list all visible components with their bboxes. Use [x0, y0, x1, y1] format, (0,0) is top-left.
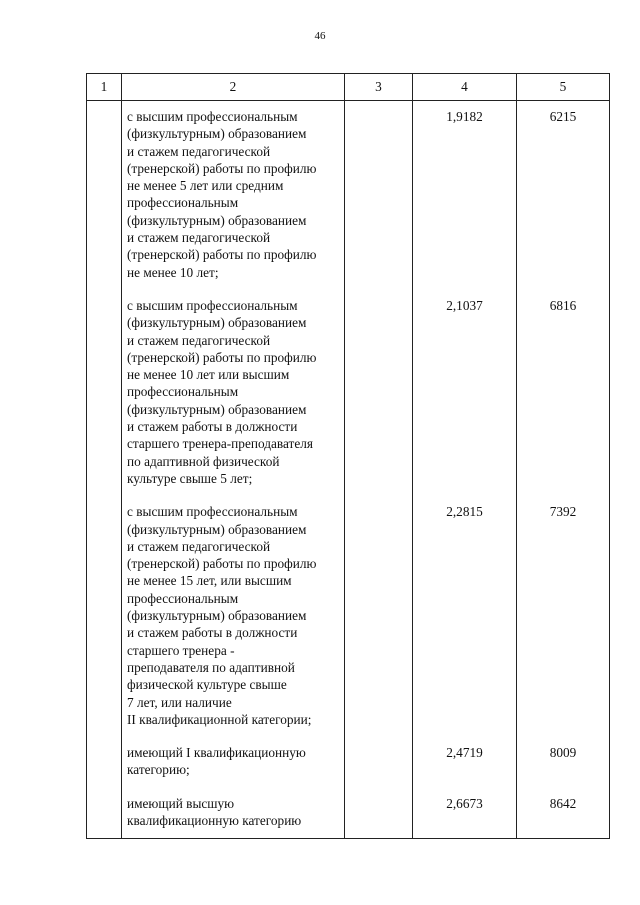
table-row: [87, 101, 610, 290]
coefficient-cell: 2,6673: [413, 788, 517, 839]
description-line: (физкультурным) образованием: [127, 212, 307, 228]
amount-cell: 6816: [517, 290, 610, 496]
amount-cell: 7392: [517, 496, 610, 737]
qualification-description-cell: [122, 737, 345, 788]
description-line: категорию;: [127, 762, 190, 778]
qualification-description-cell: [122, 788, 345, 839]
description-line: и стажем педагогической: [127, 538, 271, 554]
header-col-4: 4: [413, 74, 517, 101]
description-line: по адаптивной физической: [127, 453, 280, 469]
table-row: [87, 290, 610, 496]
description-line: с высшим профессиональным: [127, 504, 298, 520]
description-line: 7 лет, или наличие: [127, 694, 232, 710]
header-col-2: 2: [122, 74, 345, 101]
description-line: имеющий I квалификационную: [127, 745, 306, 761]
table-row: [87, 737, 610, 788]
description-line: с высшим профессиональным: [127, 109, 298, 124]
description-line: культуре свыше 5 лет;: [127, 470, 253, 486]
amount-cell: 8009: [517, 737, 610, 788]
description-line: (тренерской) работы по профилю: [127, 556, 317, 572]
description-line: и стажем педагогической: [127, 332, 271, 348]
description-line: и стажем педагогической: [127, 230, 271, 246]
qualification-description-cell: [122, 496, 345, 737]
header-row: [87, 74, 610, 101]
empty-cell: [345, 101, 413, 290]
description-line: (физкультурным) образованием: [127, 521, 307, 537]
description-line: (физкультурным) образованием: [127, 126, 307, 142]
description-line: и стажем педагогической: [127, 143, 271, 159]
description-line: не менее 10 лет;: [127, 264, 219, 280]
description-line: и стажем работы в должности: [127, 419, 298, 435]
amount-cell: 8642: [517, 788, 610, 839]
table-body: [87, 101, 610, 839]
header-col-5: 5: [517, 74, 610, 101]
coefficient-cell: 2,1037: [413, 290, 517, 496]
row-number-cell: [87, 496, 122, 737]
description-line: с высшим профессиональным: [127, 297, 298, 313]
empty-cell: [345, 737, 413, 788]
description-line: (физкультурным) образованием: [127, 401, 307, 417]
header-col-1: 1: [87, 74, 122, 101]
row-number-cell: [87, 290, 122, 496]
coefficient-cell: 2,2815: [413, 496, 517, 737]
row-number-cell: [87, 737, 122, 788]
row-number-cell: [87, 101, 122, 290]
description-line: профессиональным: [127, 384, 239, 400]
description-line: (тренерской) работы по профилю: [127, 349, 317, 365]
description-line: имеющий высшую: [127, 795, 235, 811]
coefficient-cell: 1,9182: [413, 101, 517, 290]
row-number-cell: [87, 788, 122, 839]
description-line: (тренерской) работы по профилю: [127, 247, 317, 263]
description-line: квалификационную категорию: [127, 812, 302, 828]
description-line: II квалификационной категории;: [127, 711, 312, 727]
coefficient-cell: 2,4719: [413, 737, 517, 788]
description-line: преподавателя по адаптивной: [127, 659, 295, 675]
amount-cell: 6215: [517, 101, 610, 290]
empty-cell: [345, 290, 413, 496]
description-line: не менее 10 лет или высшим: [127, 367, 290, 383]
header-col-3: 3: [345, 74, 413, 101]
qualification-description-cell: [122, 290, 345, 496]
empty-cell: [345, 788, 413, 839]
qualification-description-cell: [122, 101, 345, 290]
description-line: не менее 5 лет или средним: [127, 178, 284, 194]
table-row: [87, 496, 610, 737]
table-row: [87, 788, 610, 839]
description-line: физической культуре свыше: [127, 677, 287, 693]
description-line: (тренерской) работы по профилю: [127, 160, 317, 176]
qualification-pay-table: [86, 73, 610, 839]
description-line: профессиональным: [127, 590, 239, 606]
page-number: 46: [314, 30, 326, 42]
empty-cell: [345, 496, 413, 737]
description-line: (физкультурным) образованием: [127, 608, 307, 624]
description-line: старшего тренера -: [127, 642, 235, 658]
description-line: не менее 15 лет, или высшим: [127, 573, 292, 589]
description-line: и стажем работы в должности: [127, 625, 298, 641]
description-line: профессиональным: [127, 195, 239, 211]
description-line: старшего тренера-преподавателя: [127, 436, 314, 452]
description-line: (физкультурным) образованием: [127, 315, 307, 331]
